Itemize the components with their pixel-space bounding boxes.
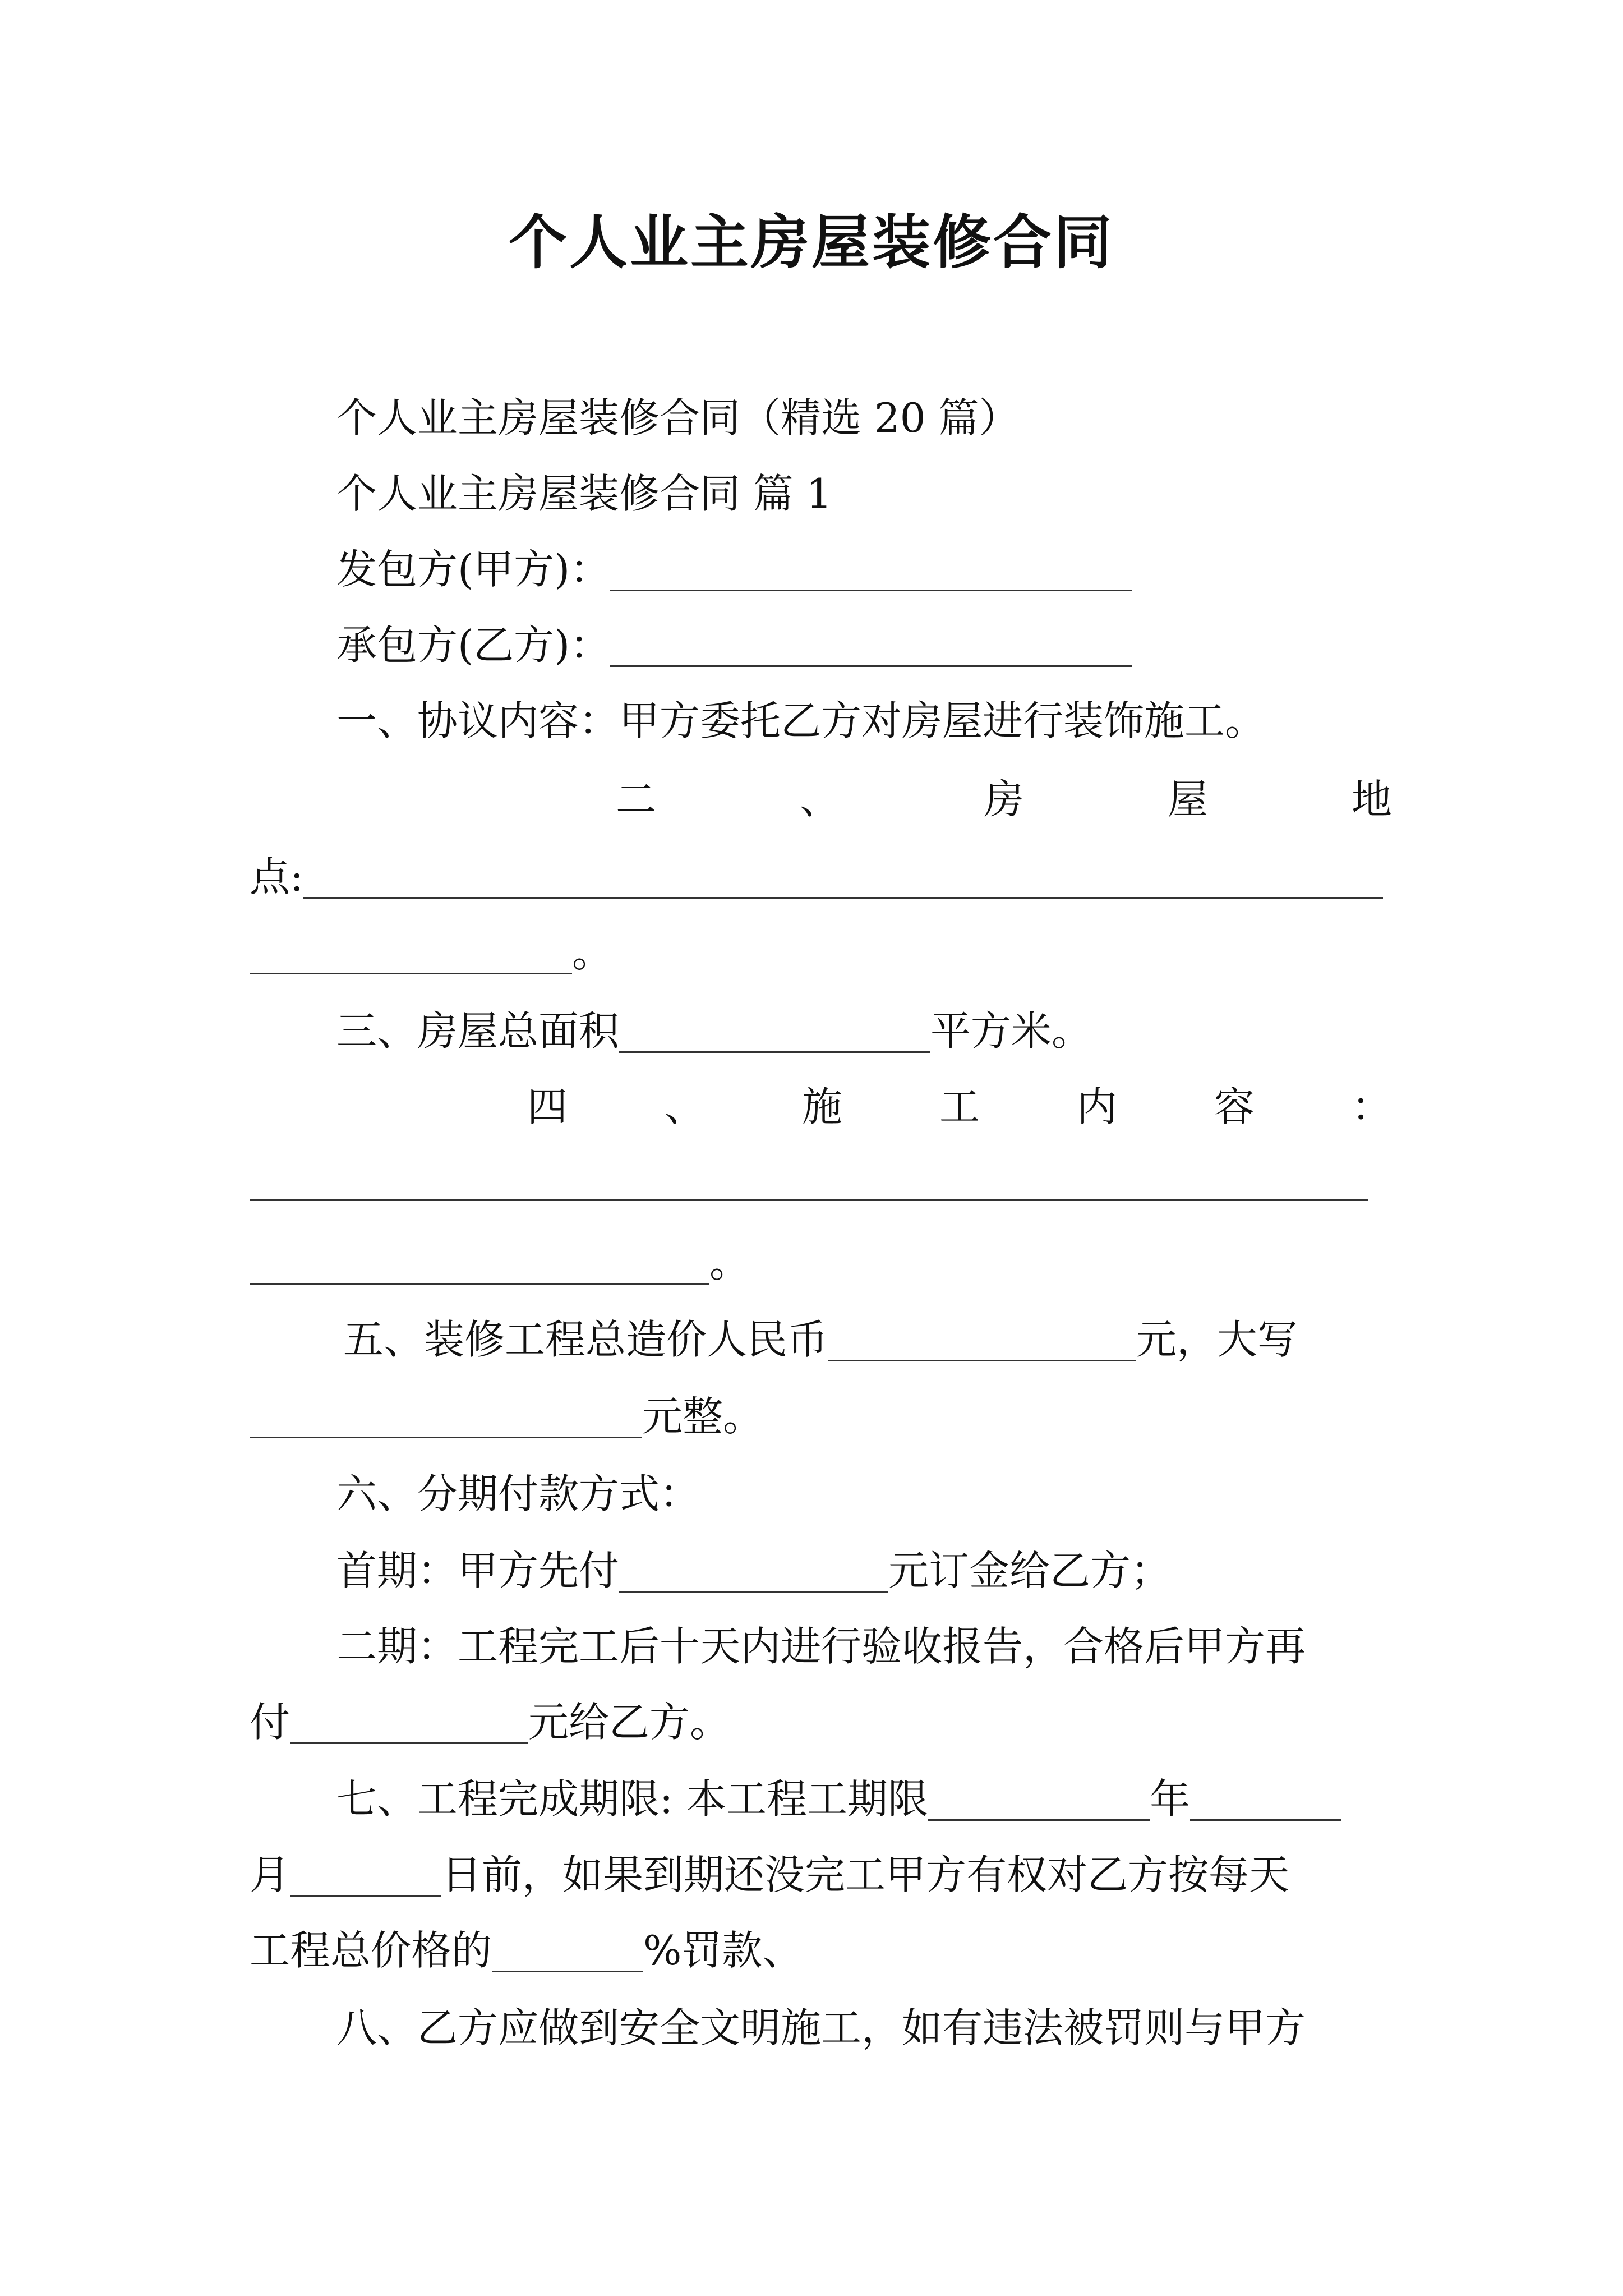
clause-2-cont: 点: (250, 853, 304, 900)
month-blank[interactable] (1190, 1774, 1341, 1821)
clause-5-line-2 (250, 1386, 763, 1447)
party-a-line (336, 539, 1132, 600)
clause-7-pre: 七、工程完成期限: 本工程工期限 (336, 1775, 929, 1823)
clause-7-line-2 (250, 1844, 1289, 1906)
area-blank[interactable] (619, 1006, 930, 1053)
clause-4-char: 内 (1076, 1083, 1117, 1130)
clause-5-line-1 (343, 1309, 1298, 1370)
clause-7-year: 年 (1150, 1775, 1191, 1823)
clause-2-char: 地 (1351, 776, 1392, 823)
clause-7-line3-pre: 工程总价格的 (250, 1927, 492, 1974)
party-b-label: 承包方(乙方)： (336, 622, 611, 669)
clause-4-char: 施 (801, 1083, 842, 1130)
payment-1-post: 元订金给乙方； (888, 1547, 1172, 1594)
day-blank[interactable] (290, 1850, 441, 1897)
second-payment-blank[interactable] (290, 1697, 528, 1744)
document-title: 个人业主房屋装修合同 (508, 208, 1114, 277)
payment-2-line-1: 二期：工程完工后十天内进行验收报告，合格后甲方再 (336, 1623, 1306, 1670)
subtitle-line: 个人业主房屋装修合同（精选 20 篇） (336, 394, 1020, 441)
clause-7-line-1 (336, 1768, 1341, 1830)
clause-8: 八、乙方应做到安全文明施工，如有违法被罚则与甲方 (336, 2004, 1306, 2051)
clause-5-pre: 五、装修工程总造价人民币 (343, 1316, 828, 1363)
party-b-line (336, 614, 1132, 676)
payment-2-post: 元给乙方。 (528, 1699, 731, 1746)
clause-2-end: 。 (572, 929, 613, 976)
party-b-blank[interactable] (610, 620, 1132, 667)
clause-4-end-line (250, 1232, 750, 1294)
clause-7-line-3 (250, 1920, 803, 1981)
clause-4-end: 。 (709, 1239, 750, 1286)
construction-content-blank-2[interactable] (250, 1238, 709, 1285)
payment-2-pre: 付 (250, 1699, 291, 1746)
clause-2-spread (616, 769, 1392, 830)
clause-6: 六、分期付款方式： (336, 1470, 700, 1517)
clause-4-char: 工 (939, 1083, 980, 1130)
clause-3-post: 平方米。 (930, 1007, 1092, 1055)
clause-4-char: 四 (527, 1083, 568, 1130)
payment-1 (336, 1540, 1171, 1602)
clause-5-mid: 元，大写 (1136, 1316, 1298, 1363)
deposit-blank[interactable] (619, 1546, 888, 1593)
clause-3 (336, 1000, 1092, 1062)
clause-7-line3-post: %罚款、 (643, 1927, 803, 1974)
clause-4-char: ： (1351, 1083, 1392, 1130)
total-price-blank[interactable] (828, 1315, 1136, 1361)
clause-4-char: 、 (664, 1083, 705, 1130)
clause-4-spread (527, 1076, 1392, 1138)
clause-2-address-line (250, 846, 1383, 908)
clause-2-char: 、 (799, 776, 840, 823)
payment-1-pre: 首期：甲方先付 (336, 1547, 620, 1594)
year-blank[interactable] (928, 1774, 1150, 1821)
address-blank-2[interactable] (250, 928, 572, 974)
total-price-words-blank[interactable] (250, 1392, 642, 1438)
address-blank[interactable] (303, 852, 1383, 899)
clause-2-char: 二 (616, 776, 657, 823)
clause-5-post: 元整。 (642, 1393, 764, 1440)
construction-content-blank[interactable] (250, 1199, 1368, 1201)
clause-4-char: 容 (1214, 1083, 1255, 1130)
party-a-label: 发包方(甲方)： (336, 546, 611, 593)
clause-2-char: 房 (983, 776, 1024, 823)
penalty-percent-blank[interactable] (492, 1926, 643, 1972)
clause-2-end-line (250, 922, 612, 983)
clause-7-month: 月 (250, 1851, 291, 1898)
payment-2-line-2 (250, 1691, 730, 1753)
section-heading: 个人业主房屋装修合同 篇 1 (336, 470, 832, 517)
clause-1: 一、协议内容：甲方委托乙方对房屋进行装饰施工。 (336, 697, 1266, 744)
clause-7-day-text: 日前，如果到期还没完工甲方有权对乙方按每天 (441, 1851, 1290, 1898)
clause-3-pre: 三、房屋总面积 (336, 1007, 620, 1055)
party-a-blank[interactable] (610, 545, 1132, 591)
clause-2-char: 屋 (1167, 776, 1208, 823)
